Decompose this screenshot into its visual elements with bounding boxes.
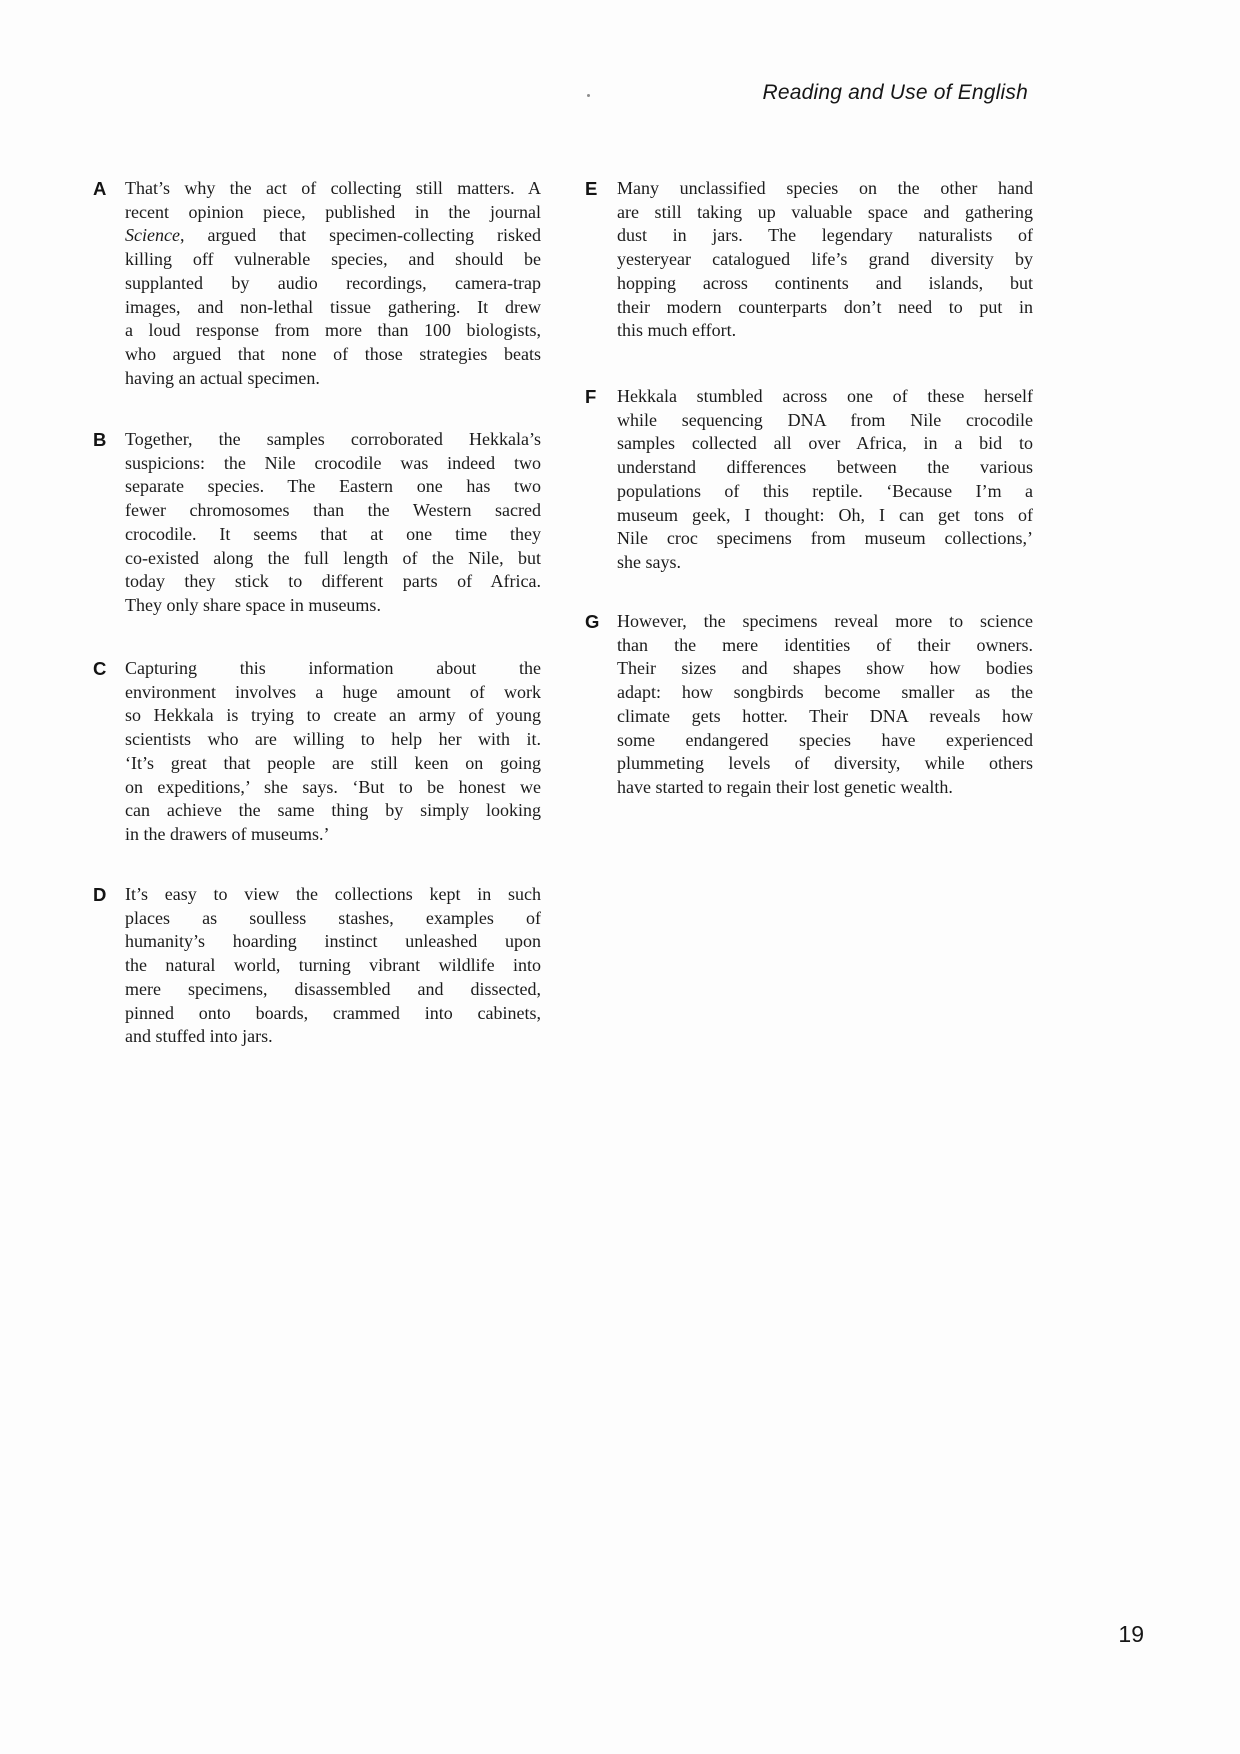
paragraph-label: A (93, 178, 107, 199)
text-line: she says. (617, 551, 681, 572)
paragraph-b (93, 428, 543, 618)
italic-text: Science (125, 225, 180, 246)
text-line: can achieve the same thing by simply looking (125, 800, 541, 821)
text-line: having an actual specimen. (125, 367, 320, 388)
text-line: and stuffed into jars. (125, 1026, 273, 1047)
text-line: a loud response from more than 100 biologists, (125, 320, 541, 341)
text-line: than the mere identities of their owners. (617, 634, 1033, 655)
text-line: today they stick to different parts of Africa. (125, 571, 541, 592)
text-line: Nile croc specimens from museum collections,’ (617, 528, 1033, 549)
text-line: pinned onto boards, crammed into cabinets, (125, 1002, 541, 1023)
text-line: Many unclassified species on the other hand (617, 178, 1033, 198)
paragraph-label: E (585, 178, 598, 199)
paragraph-e (585, 177, 1035, 343)
text-line: mere specimens, disassembled and dissected, (125, 978, 541, 999)
text-line: scientists who are willing to help her with it. (125, 729, 541, 750)
text-line (125, 224, 541, 248)
text-line: Hekkala stumbled across one of these herself (617, 386, 1033, 406)
text-line: crocodile. It seems that at one time they (125, 523, 541, 544)
text-line: hopping across continents and islands, but (617, 272, 1033, 293)
text-line: museum geek, I thought: Oh, I can get tons of (617, 504, 1033, 525)
text-line: adapt: how songbirds become smaller as the (617, 682, 1033, 703)
page-title: Reading and Use of English (762, 81, 1028, 104)
paragraph-text (125, 883, 541, 1049)
text-line: recent opinion piece, published in the journal (125, 201, 541, 222)
paragraph-text (617, 610, 1033, 800)
text-line: in the drawers of museums.’ (125, 823, 330, 844)
paragraph-label: F (585, 386, 597, 407)
text-line: while sequencing DNA from Nile crocodile (617, 409, 1033, 430)
paragraph-text (617, 177, 1033, 343)
text-line: some endangered species have experienced (617, 729, 1033, 750)
text-line: It’s easy to view the collections kept in such (125, 884, 541, 904)
text-line: Capturing this information about the (125, 658, 541, 678)
text-line: supplanted by audio recordings, camera-trap (125, 272, 541, 293)
text-line: co-existed along the full length of the Nile, but (125, 547, 541, 568)
text-line: Their sizes and shapes show how bodies (617, 658, 1033, 679)
paragraph-f (585, 385, 1035, 575)
text-line: killing off vulnerable species, and should be (125, 249, 541, 270)
text-line: places as soulless stashes, examples of (125, 907, 541, 928)
text-line: populations of this reptile. ‘Because I’m a (617, 480, 1033, 501)
text-line: plummeting levels of diversity, while others (617, 753, 1033, 774)
text-line: suspicions: the Nile crocodile was indeed two (125, 452, 541, 473)
text-line: images, and non-lethal tissue gathering. It drew (125, 296, 541, 317)
paragraph-label: C (93, 658, 107, 679)
text-line: this much effort. (617, 320, 737, 341)
text-line: They only share space in museums. (125, 594, 381, 615)
text-line: yesteryear catalogued life’s grand diversity by (617, 249, 1033, 270)
text-line: Together, the samples corroborated Hekkala’s (125, 429, 541, 449)
paragraph-text (125, 177, 541, 390)
plain-text: , argued that specimen-collecting risked (179, 225, 541, 246)
text-line: on expeditions,’ she says. ‘But to be honest we (125, 776, 541, 797)
text-line: are still taking up valuable space and gathering (617, 201, 1033, 222)
text-line: dust in jars. The legendary naturalists of (617, 225, 1033, 246)
page-number: 19 (1118, 1621, 1144, 1647)
text-line: have started to regain their lost genetic wealth. (617, 776, 953, 797)
paragraph-d (93, 883, 543, 1049)
text-line: ‘It’s great that people are still keen on going (125, 752, 541, 773)
text-line: humanity’s hoarding instinct unleashed upon (125, 931, 541, 952)
paragraph-text (125, 657, 541, 847)
text-line: However, the specimens reveal more to science (617, 611, 1033, 631)
paragraph-g (585, 610, 1035, 800)
paragraph-c (93, 657, 543, 847)
text-line: samples collected all over Africa, in a bid to (617, 433, 1033, 454)
text-line: climate gets hotter. Their DNA reveals how (617, 705, 1033, 726)
left-column (93, 0, 543, 1754)
right-column (585, 0, 1035, 1754)
text-line: environment involves a huge amount of work (125, 681, 541, 702)
paragraph-label: D (93, 884, 107, 905)
text-line: so Hekkala is trying to create an army of young (125, 705, 541, 726)
text-line: fewer chromosomes than the Western sacred (125, 500, 541, 521)
paragraph-text (125, 428, 541, 618)
paragraph-label: G (585, 611, 600, 632)
text-line: their modern counterparts don’t need to put in (617, 296, 1033, 317)
paragraph-label: B (93, 429, 107, 450)
text-line: That’s why the act of collecting still matters. A (125, 178, 541, 198)
paragraph-text (617, 385, 1033, 575)
paragraph-a (93, 177, 543, 390)
text-line: who argued that none of those strategies beats (125, 343, 541, 364)
text-line: the natural world, turning vibrant wildlife into (125, 955, 541, 976)
text-line: understand differences between the various (617, 457, 1033, 478)
text-line: separate species. The Eastern one has two (125, 476, 541, 497)
